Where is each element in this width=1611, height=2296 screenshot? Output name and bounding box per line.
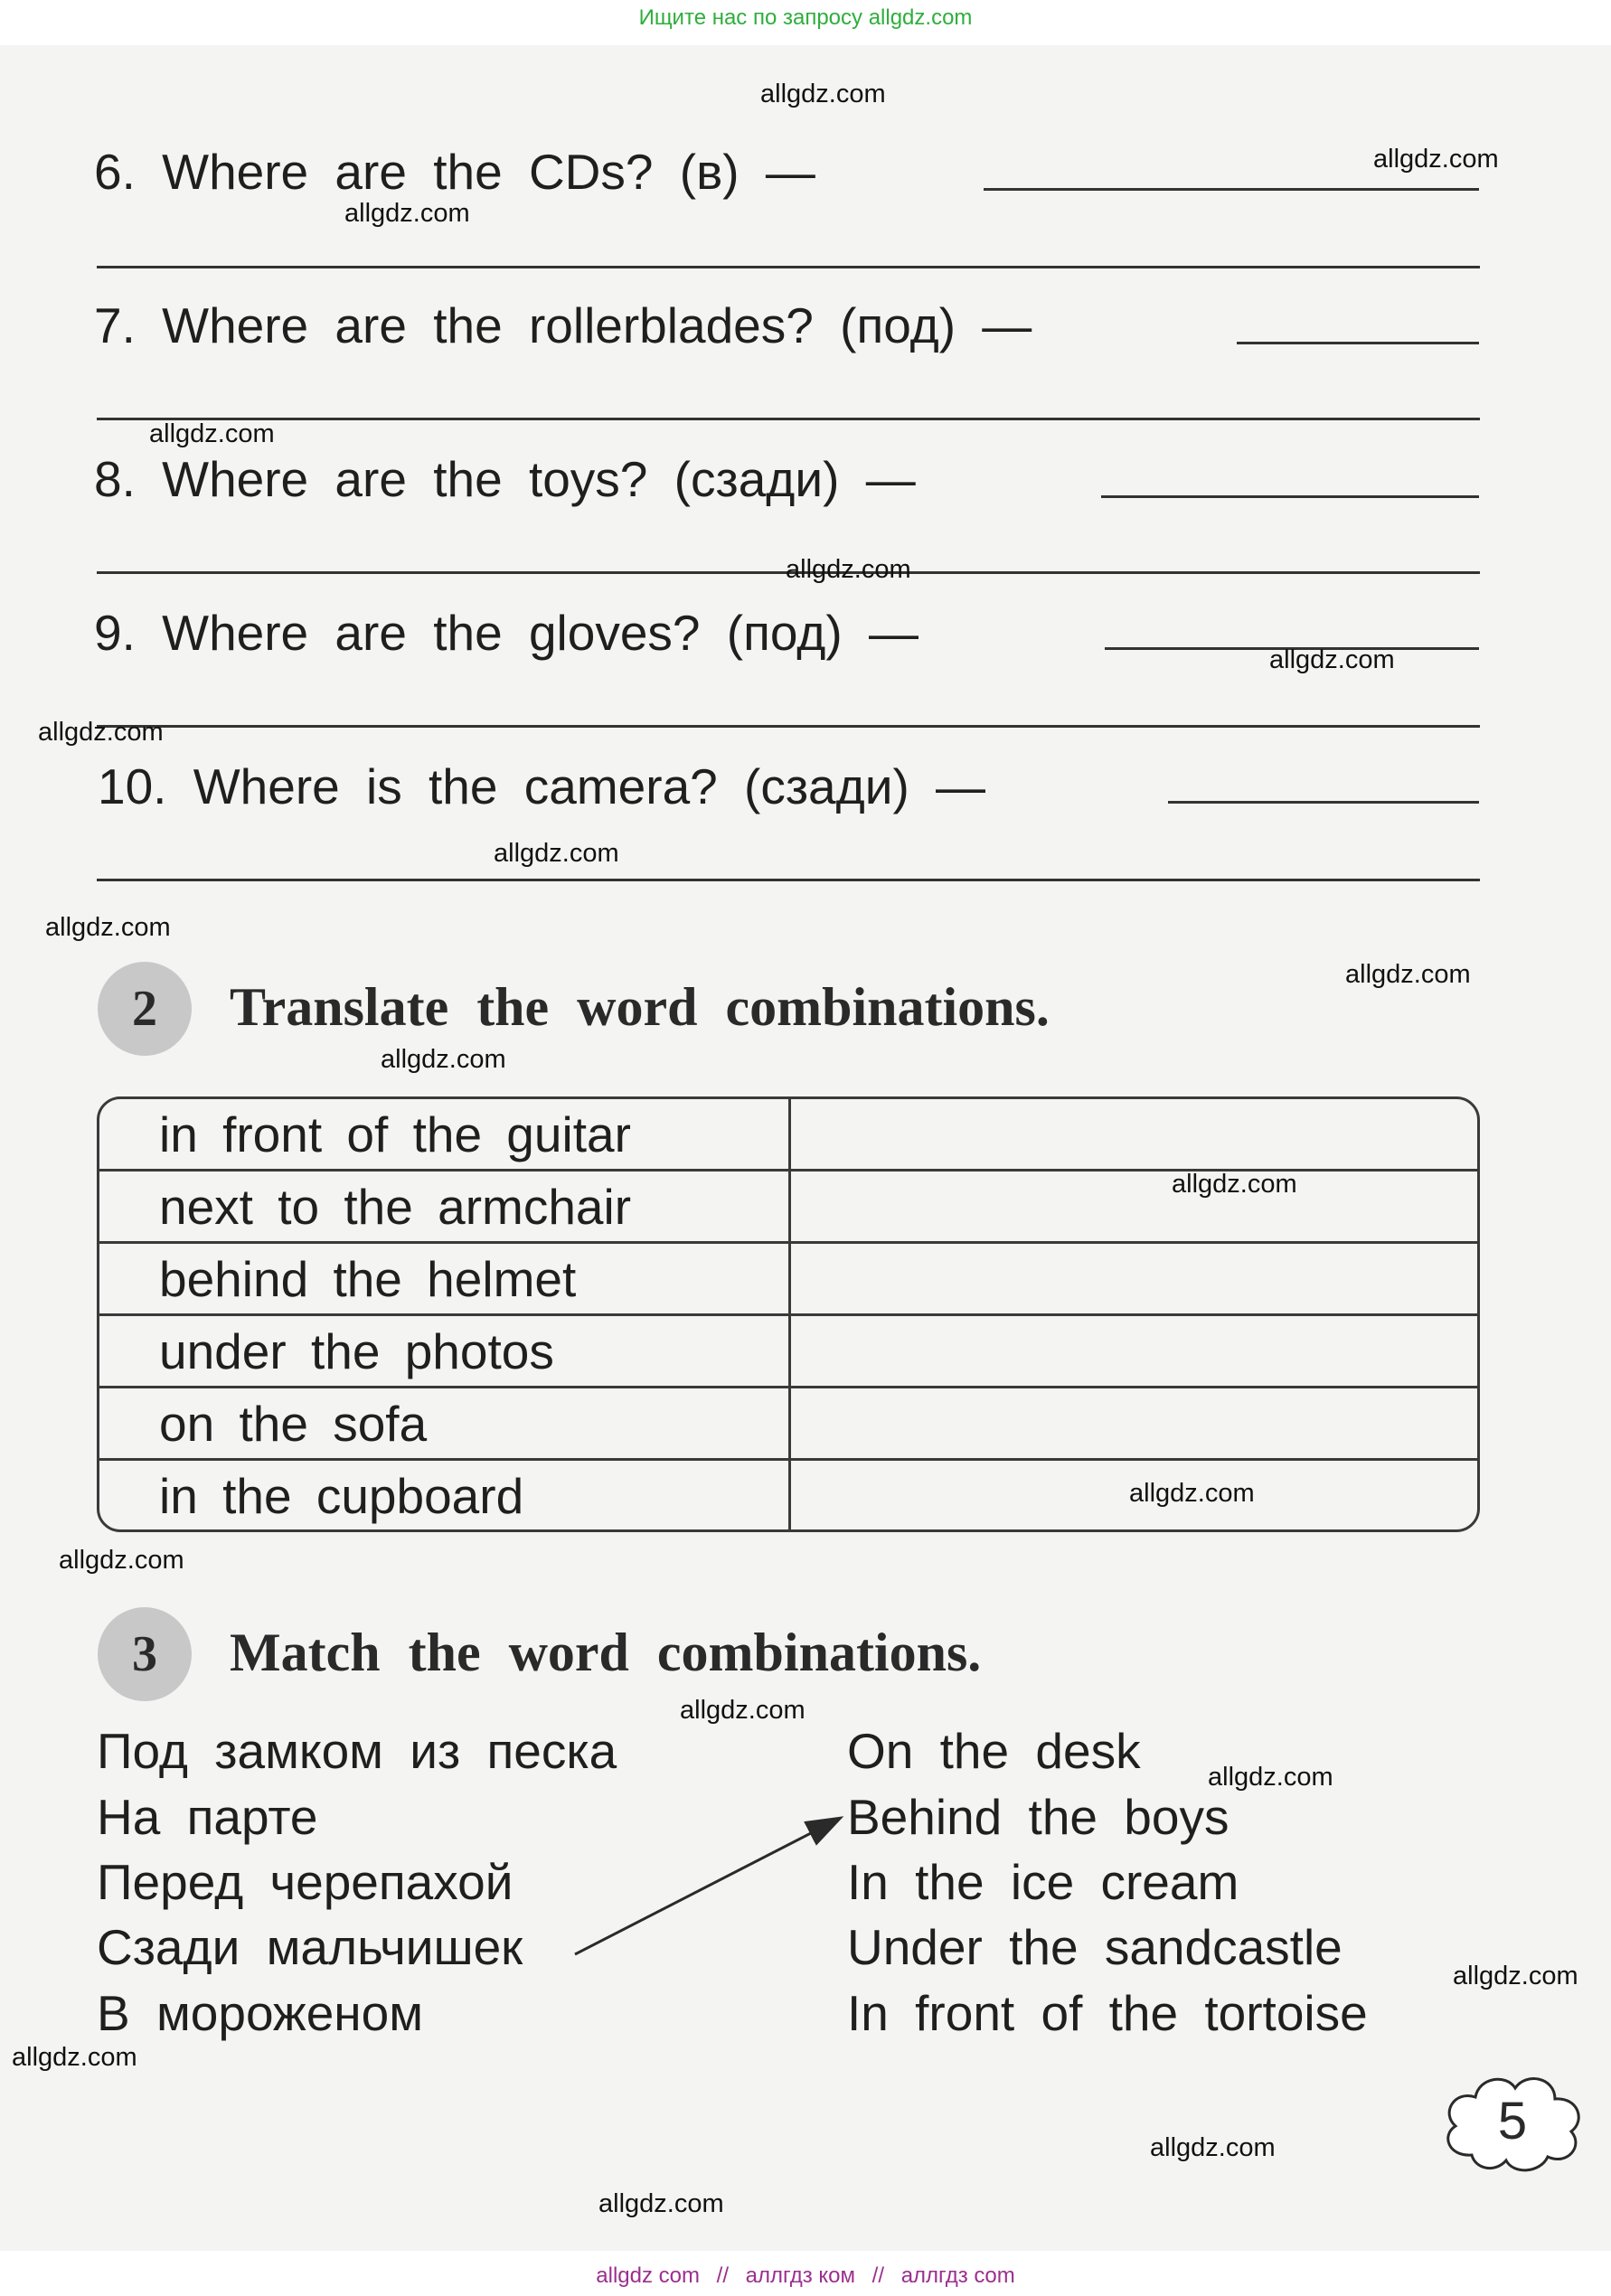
top-banner[interactable]: Ищите нас по запросу allgdz.com <box>638 5 973 30</box>
phrase-cell: on the sofa <box>159 1396 428 1452</box>
exercise-3-badge: 3 <box>98 1607 192 1701</box>
match-left-item[interactable]: Под замком из песка <box>97 1723 617 1779</box>
watermark: allgdz.com <box>344 199 470 228</box>
watermark: allgdz.com <box>149 419 275 448</box>
match-left-item[interactable]: Перед черепахой <box>97 1854 513 1910</box>
question-number: 6. <box>94 144 136 200</box>
bottom-banner-separator: // <box>716 2263 729 2288</box>
watermark: allgdz.com <box>12 2043 137 2072</box>
exercise-3-title: Match the word combinations. <box>230 1623 982 1682</box>
exercise-2-badge: 2 <box>98 962 192 1056</box>
watermark: allgdz.com <box>494 839 619 868</box>
bottom-banner-separator: // <box>871 2263 885 2288</box>
watermark: allgdz.com <box>760 80 886 108</box>
watermark: allgdz.com <box>1150 2133 1276 2162</box>
bottom-banner-link[interactable]: allgdz com <box>596 2263 700 2288</box>
match-right-item[interactable]: Under the sandcastle <box>847 1919 1342 1975</box>
match-left-item[interactable]: В мороженом <box>97 1985 424 2041</box>
bottom-banner-link[interactable]: аллгдз com <box>900 2263 1015 2288</box>
question-text: Where are the gloves? (под) — <box>162 605 919 661</box>
exercise-2-title: Translate the word combinations. <box>230 977 1050 1037</box>
bottom-banner-link[interactable]: аллгдз ком <box>745 2263 855 2288</box>
question-text: Where is the camera? (сзади) — <box>193 758 986 814</box>
watermark: allgdz.com <box>59 1546 184 1575</box>
watermark: allgdz.com <box>1373 145 1499 174</box>
match-right-item[interactable]: In front of the tortoise <box>847 1985 1368 2041</box>
watermark: allgdz.com <box>45 913 171 942</box>
question-text: Where are the toys? (сзади) — <box>162 451 916 507</box>
match-right-item[interactable]: Behind the boys <box>847 1789 1229 1845</box>
watermark: allgdz.com <box>381 1045 506 1074</box>
watermark: allgdz.com <box>598 2189 724 2218</box>
match-left-item[interactable]: Сзади мальчишек <box>97 1919 523 1975</box>
watermark: allgdz.com <box>38 718 164 747</box>
question-number: 10. <box>98 758 167 814</box>
question-text: Where are the CDs? (в) — <box>162 144 815 200</box>
page-number-text: 5 <box>1497 2092 1528 2150</box>
watermark: allgdz.com <box>1345 960 1471 989</box>
watermark: allgdz.com <box>1129 1479 1255 1508</box>
watermark: allgdz.com <box>1208 1763 1333 1792</box>
phrase-cell: under the photos <box>159 1323 554 1379</box>
watermark: allgdz.com <box>1269 645 1395 674</box>
phrase-cell: behind the helmet <box>159 1251 577 1307</box>
match-left-item[interactable]: На парте <box>97 1789 318 1845</box>
watermark: allgdz.com <box>786 555 911 584</box>
question-number: 7. <box>94 297 136 353</box>
bottom-banner <box>0 2256 1611 2296</box>
phrase-cell: in the cupboard <box>159 1468 524 1524</box>
watermark: allgdz.com <box>1172 1170 1297 1199</box>
question-text: Where are the rollerblades? (под) — <box>162 297 1032 353</box>
page-number <box>1436 2063 1589 2180</box>
match-right-item[interactable]: In the ice cream <box>847 1854 1239 1910</box>
phrase-cell: next to the armchair <box>159 1179 632 1235</box>
watermark: allgdz.com <box>1453 1962 1578 1990</box>
phrase-cell: in front of the guitar <box>159 1106 631 1162</box>
question-number: 8. <box>94 451 136 507</box>
watermark: allgdz.com <box>680 1696 806 1725</box>
question-number: 9. <box>94 605 136 661</box>
match-right-item[interactable]: On the desk <box>847 1723 1141 1779</box>
